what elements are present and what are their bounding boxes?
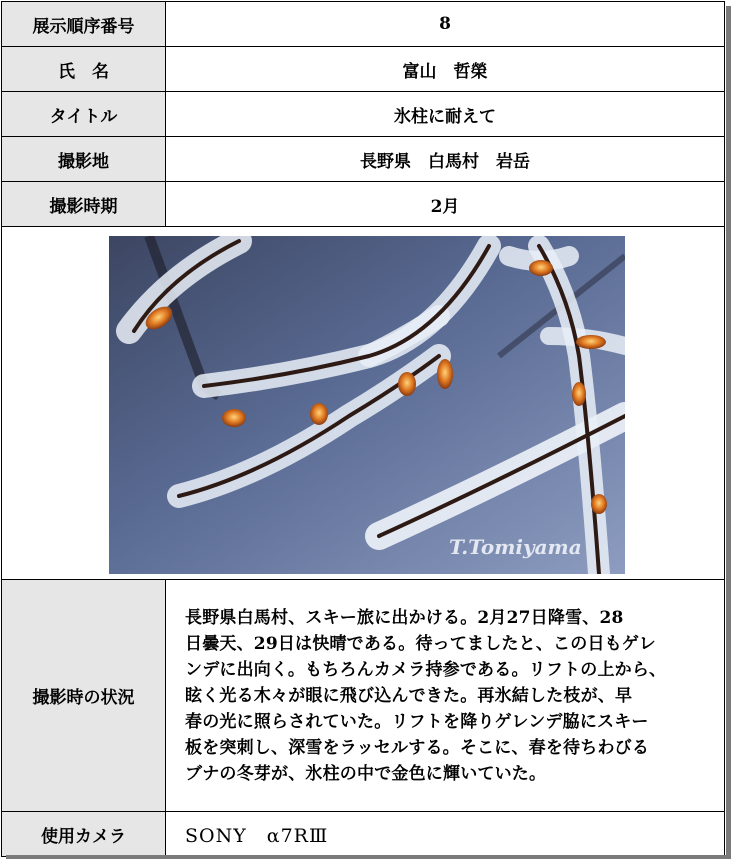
value-situation <box>166 580 725 812</box>
photo-frozen-branches <box>109 236 625 574</box>
row-location <box>2 137 725 182</box>
value-period: 2月 <box>166 182 725 227</box>
situation-line: ブナの冬芽が、氷柱の中で金色に輝いていた。 <box>185 763 547 784</box>
row-situation <box>2 580 725 812</box>
photo-signature: T.Tomiyama <box>449 535 582 559</box>
entry-table <box>1 1 725 857</box>
drop-shadow-right <box>726 6 731 859</box>
row-title <box>2 92 725 137</box>
value-name: 富山 哲榮 <box>166 47 725 92</box>
situation-line: 春の光に照らされていた。リフトを降りゲレンデ脇にスキー <box>185 711 649 732</box>
row-period <box>2 182 725 227</box>
row-exhibit-no <box>2 2 725 47</box>
value-exhibit-no: 8 <box>166 2 725 47</box>
label-period: 撮影時期 <box>2 182 166 227</box>
situation-line: 長野県白馬村、スキー旅に出かける。2月27日降雪、28 <box>185 607 624 628</box>
row-name <box>2 47 725 92</box>
label-title: タイトル <box>2 92 166 137</box>
label-name: 氏 名 <box>2 47 166 92</box>
label-situation: 撮影時の状況 <box>2 580 166 812</box>
row-camera <box>2 812 725 857</box>
value-camera: SONY α7RⅢ <box>166 812 725 857</box>
value-title: 氷柱に耐えて <box>166 92 725 137</box>
label-camera: 使用カメラ <box>2 812 166 857</box>
photo-cell <box>2 227 725 580</box>
situation-line: 板を突刺し、深雪をラッセルする。そこに、春を待ちわびる <box>185 737 650 758</box>
label-location: 撮影地 <box>2 137 166 182</box>
drop-shadow-bottom <box>6 855 731 859</box>
situation-line: ンデに出向く。もちろんカメラ持参である。リフトの上から、 <box>185 659 667 680</box>
value-location: 長野県 白馬村 岩岳 <box>166 137 725 182</box>
label-exhibit-no: 展示順序番号 <box>2 2 166 47</box>
row-photo <box>2 227 725 580</box>
situation-line: 眩く光る木々が眼に飛び込んできた。再氷結した枝が、早 <box>185 685 633 706</box>
situation-line: 日曇天、29日は快晴である。待ってましたと、この日もゲレ <box>185 633 656 654</box>
